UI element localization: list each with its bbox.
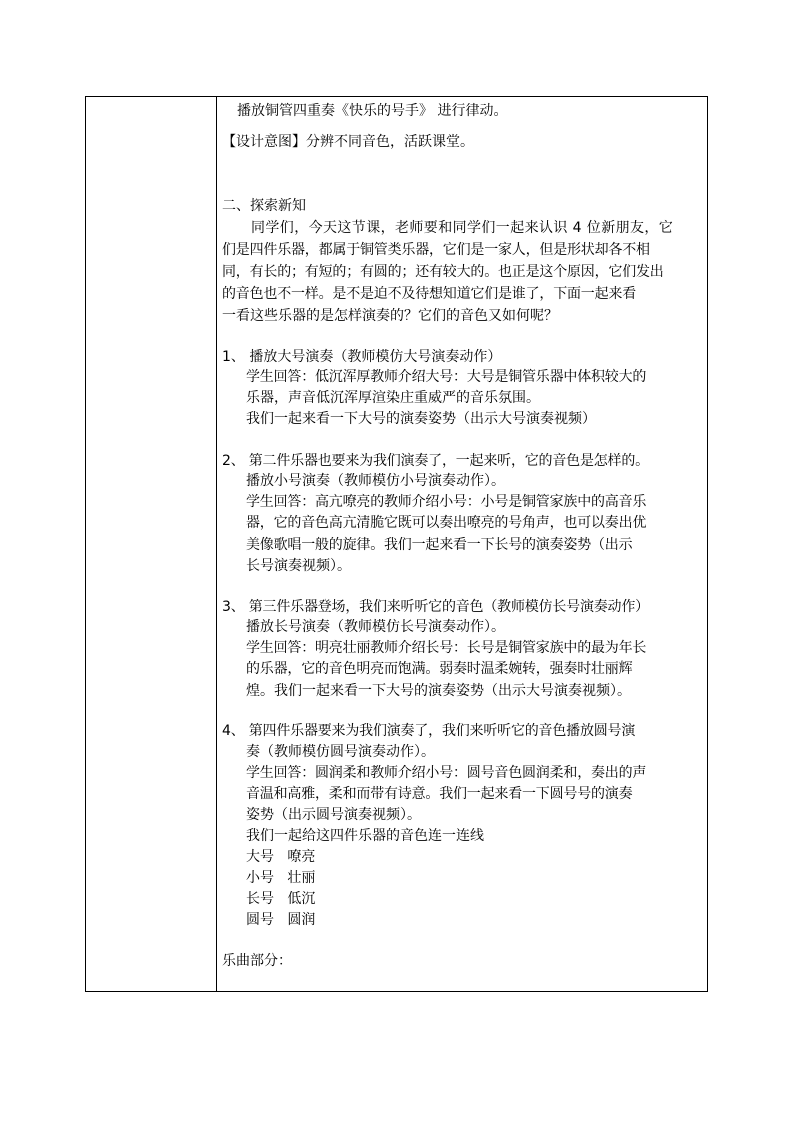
item-1-heading: 1、 播放大号演奏（教师模仿大号演奏动作） (222, 349, 502, 365)
item-1-line: 我们一起来看一下大号的演奏姿势（出示大号演奏视频） (246, 411, 596, 427)
intro-paragraph-line: 的音色也不一样。是不是迫不及待想知道它们是谁了，下面一起来看 (222, 286, 636, 302)
item-1-line: 学生回答：低沉浑厚教师介绍大号：大号是铜管乐器中体积较大的 (246, 369, 647, 385)
item-2-line: 学生回答：高亢嘹亮的教师介绍小号：小号是铜管家族中的高音乐 (246, 494, 647, 510)
intro-paragraph-line: 同学们，今天这节课，老师要和同学们一起来认识 4 位新朋友，它 (251, 220, 674, 236)
item-3-line: 学生回答：明亮壮丽教师介绍长号：长号是铜管家族中的最为年长 (246, 640, 647, 656)
instrument-timbre-pair: 大号 嘹亮 (246, 849, 316, 865)
item-4-line: 音温和高雅，柔和而带有诗意。我们一起来看一下圆号号的演奏 (246, 786, 633, 802)
item-4-heading: 4、 第四件乐器要来为我们演奏了，我们来听听它的音色播放圆号演 (222, 723, 636, 739)
section-heading: 二、探索新知 (222, 198, 306, 214)
item-3-heading: 3、 第三件乐器登场，我们来听听它的音色（教师模仿长号演奏动作） (222, 599, 649, 615)
intro-paragraph-line: 同，有长的；有短的；有圆的；还有较大的。也正是这个原因，它们发出 (222, 264, 664, 280)
item-2-line: 长号演奏视频）。 (246, 558, 351, 574)
item-3-line: 煌。我们一起来看一下大号的演奏姿势（出示大号演奏视频）。 (246, 683, 631, 699)
design-intent-line: 【设计意图】分辨不同音色，活跃课堂。 (222, 134, 474, 150)
instrument-timbre-pair: 长号 低沉 (246, 891, 316, 907)
item-4-line: 奏（教师模仿圆号演奏动作）。 (246, 744, 435, 760)
instrument-timbre-pair: 小号 壮丽 (246, 870, 316, 886)
item-2-line: 播放小号演奏（教师模仿小号演奏动作）。 (246, 473, 505, 489)
music-section-label: 乐曲部分： (222, 953, 292, 969)
item-4-line: 学生回答：圆润柔和教师介绍小号：圆号音色圆润柔和，奏出的声 (246, 765, 647, 781)
instrument-timbre-pair: 圆号 圆润 (246, 912, 316, 928)
item-2-line: 器，它的音色高亢清脆它既可以奏出嘹亮的号角声，也可以奏出优 (246, 515, 647, 531)
item-4-line: 姿势（出示圆号演奏视频）。 (246, 807, 421, 823)
intro-paragraph-line: 一看这些乐器的是怎样演奏的？它们的音色又如何呢？ (222, 308, 558, 324)
item-4-line: 我们一起给这四件乐器的音色连一连线 (246, 828, 484, 844)
item-3-line: 的乐器，它的音色明亮而饱满。弱奏时温柔婉转，强奏时壮丽辉 (246, 661, 633, 677)
item-2-heading: 2、 第二件乐器也要来为我们演奏了，一起来听，它的音色是怎样的。 (222, 453, 649, 469)
activity-line: 播放铜管四重奏《快乐的号手》 进行律动。 (237, 103, 508, 119)
item-3-line: 播放长号演奏（教师模仿长号演奏动作）。 (246, 619, 505, 635)
intro-paragraph-line: 们是四件乐器，都属于铜管类乐器，它们是一家人，但是形状却各不相 (222, 242, 650, 258)
item-2-line: 美像歌唱一般的旋律。我们一起来看一下长号的演奏姿势（出示 (246, 537, 633, 553)
item-1-line: 乐器，声音低沉浑厚渲染庄重威严的音乐氛围。 (246, 390, 540, 406)
